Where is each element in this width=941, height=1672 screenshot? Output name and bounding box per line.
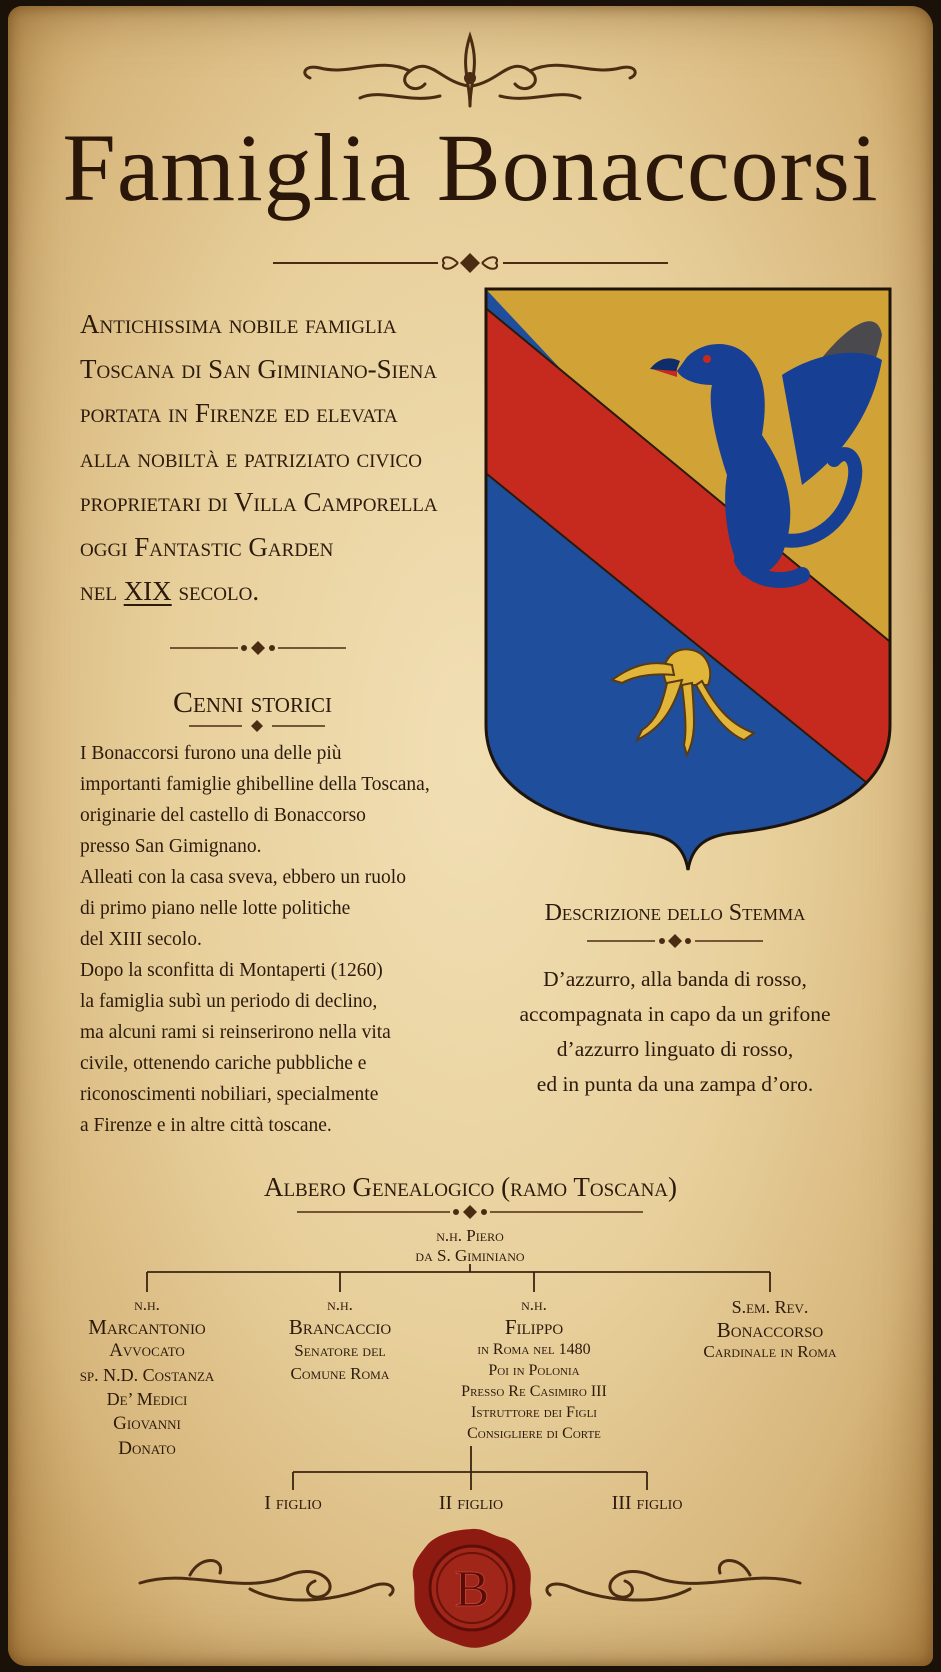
tree-root-piero bbox=[370, 1226, 570, 1266]
cenni-line: presso San Gimignano. bbox=[80, 836, 262, 857]
cenni-line: ma alcuni rami si reinserirono nella vita bbox=[80, 1022, 391, 1043]
wax-seal-icon bbox=[410, 1526, 534, 1650]
cenni-storici-heading: Cenni storici bbox=[173, 686, 332, 719]
node-detail: Poi in Polonia bbox=[488, 1362, 580, 1379]
tree-heading-ornament bbox=[295, 1203, 645, 1221]
node-title: S.em. Rev. bbox=[731, 1297, 809, 1317]
root-name: n.h. Piero bbox=[436, 1226, 504, 1245]
node-title: n.h. bbox=[327, 1295, 353, 1314]
cenni-line: a Firenze e in altre città toscane. bbox=[80, 1115, 332, 1136]
node-detail: Comune Roma bbox=[290, 1364, 390, 1383]
cenni-line: civile, ottenendo cariche pubbliche e bbox=[80, 1053, 367, 1074]
tree-son-3: III figlio bbox=[611, 1492, 683, 1514]
node-child: Donato bbox=[118, 1438, 176, 1459]
tree-node-bonaccorso bbox=[660, 1296, 880, 1362]
seal-monogram: B bbox=[454, 1561, 490, 1618]
cenni-line: del XIII secolo. bbox=[80, 929, 202, 950]
intro-line: portata in Firenze ed elevata bbox=[80, 398, 398, 428]
cenni-line: di primo piano nelle lotte politiche bbox=[80, 898, 351, 919]
tree-son-2: II figlio bbox=[438, 1492, 504, 1514]
albero-genealogico-heading: Albero Genealogico (ramo Toscana) bbox=[263, 1172, 678, 1202]
intro-paragraph bbox=[80, 302, 480, 614]
node-title: n.h. bbox=[521, 1295, 547, 1314]
cenni-line: Alleati con la casa sveva, ebbero un ruolo bbox=[80, 867, 406, 888]
node-detail: Presso Re Casimiro III bbox=[461, 1383, 607, 1400]
intro-last-suffix: secolo. bbox=[178, 576, 260, 606]
page-title: Famiglia Bonaccorsi bbox=[62, 114, 879, 221]
node-detail: sp. N.D. Costanza bbox=[79, 1365, 215, 1385]
intro-century: XIX bbox=[123, 576, 172, 606]
coat-of-arms-shield bbox=[482, 285, 894, 875]
node-name: Filippo bbox=[504, 1315, 564, 1339]
tree-node-filippo bbox=[404, 1295, 664, 1444]
cenni-line: originarie del castello di Bonaccorso bbox=[80, 805, 366, 826]
node-detail: De’ Medici bbox=[106, 1389, 188, 1409]
stemma-heading-ornament bbox=[585, 932, 765, 950]
intro-divider-ornament bbox=[168, 638, 348, 658]
node-detail: Senatore del bbox=[294, 1341, 386, 1360]
cenni-line: I Bonaccorsi furono una delle più bbox=[80, 743, 342, 764]
node-detail: in Roma nel 1480 bbox=[477, 1341, 591, 1358]
stemma-description-heading: Descrizione dello Stemma bbox=[544, 900, 806, 926]
tree-son-1: I figlio bbox=[264, 1492, 322, 1514]
stemma-description-text bbox=[490, 962, 860, 1102]
root-origin: da S. Giminiano bbox=[415, 1246, 525, 1265]
intro-line-last bbox=[80, 569, 480, 614]
intro-line: Antichissima nobile famiglia bbox=[80, 309, 397, 339]
intro-line: proprietari di Villa Camporella bbox=[80, 487, 438, 517]
stemma-line: accompagnata in capo da un grifone bbox=[519, 1002, 831, 1026]
intro-last-prefix: nel bbox=[80, 576, 117, 606]
cenni-line: la famiglia subì un periodo di declino, bbox=[80, 991, 378, 1012]
cenni-line: riconoscimenti nobiliari, specialmente bbox=[80, 1084, 379, 1105]
intro-line: Toscana di San Giminiano-Siena bbox=[80, 353, 438, 384]
stemma-line: d’azzurro linguato di rosso, bbox=[556, 1037, 794, 1061]
node-detail: Consigliere di Corte bbox=[467, 1425, 601, 1442]
node-title: n.h. bbox=[134, 1295, 160, 1314]
node-detail: Cardinale in Roma bbox=[703, 1342, 837, 1361]
node-child: Giovanni bbox=[113, 1413, 181, 1434]
node-name: Brancaccio bbox=[288, 1315, 392, 1339]
node-name: Bonaccorso bbox=[716, 1318, 824, 1342]
cenni-line: importanti famiglie ghibelline della Toscana, bbox=[80, 774, 430, 795]
intro-line: oggi Fantastic Garden bbox=[80, 531, 334, 562]
stemma-line: ed in punta da una zampa d’oro. bbox=[536, 1072, 814, 1096]
top-flourish-ornament bbox=[290, 26, 650, 116]
cenni-storici-text bbox=[80, 738, 470, 1141]
cenni-line: Dopo la sconfitta di Montaperti (1260) bbox=[80, 960, 383, 981]
node-detail: Istruttore dei Figli bbox=[471, 1404, 597, 1421]
cenni-heading-ornament bbox=[187, 718, 327, 734]
intro-line: alla nobiltà e patriziato civico bbox=[80, 442, 422, 473]
title-divider-ornament bbox=[268, 248, 673, 278]
node-name: Avvocato bbox=[109, 1340, 185, 1361]
tree-node-marcantonio bbox=[47, 1295, 247, 1461]
node-name: Marcantonio bbox=[88, 1315, 206, 1339]
stemma-line: D’azzurro, alla banda di rosso, bbox=[543, 967, 807, 991]
